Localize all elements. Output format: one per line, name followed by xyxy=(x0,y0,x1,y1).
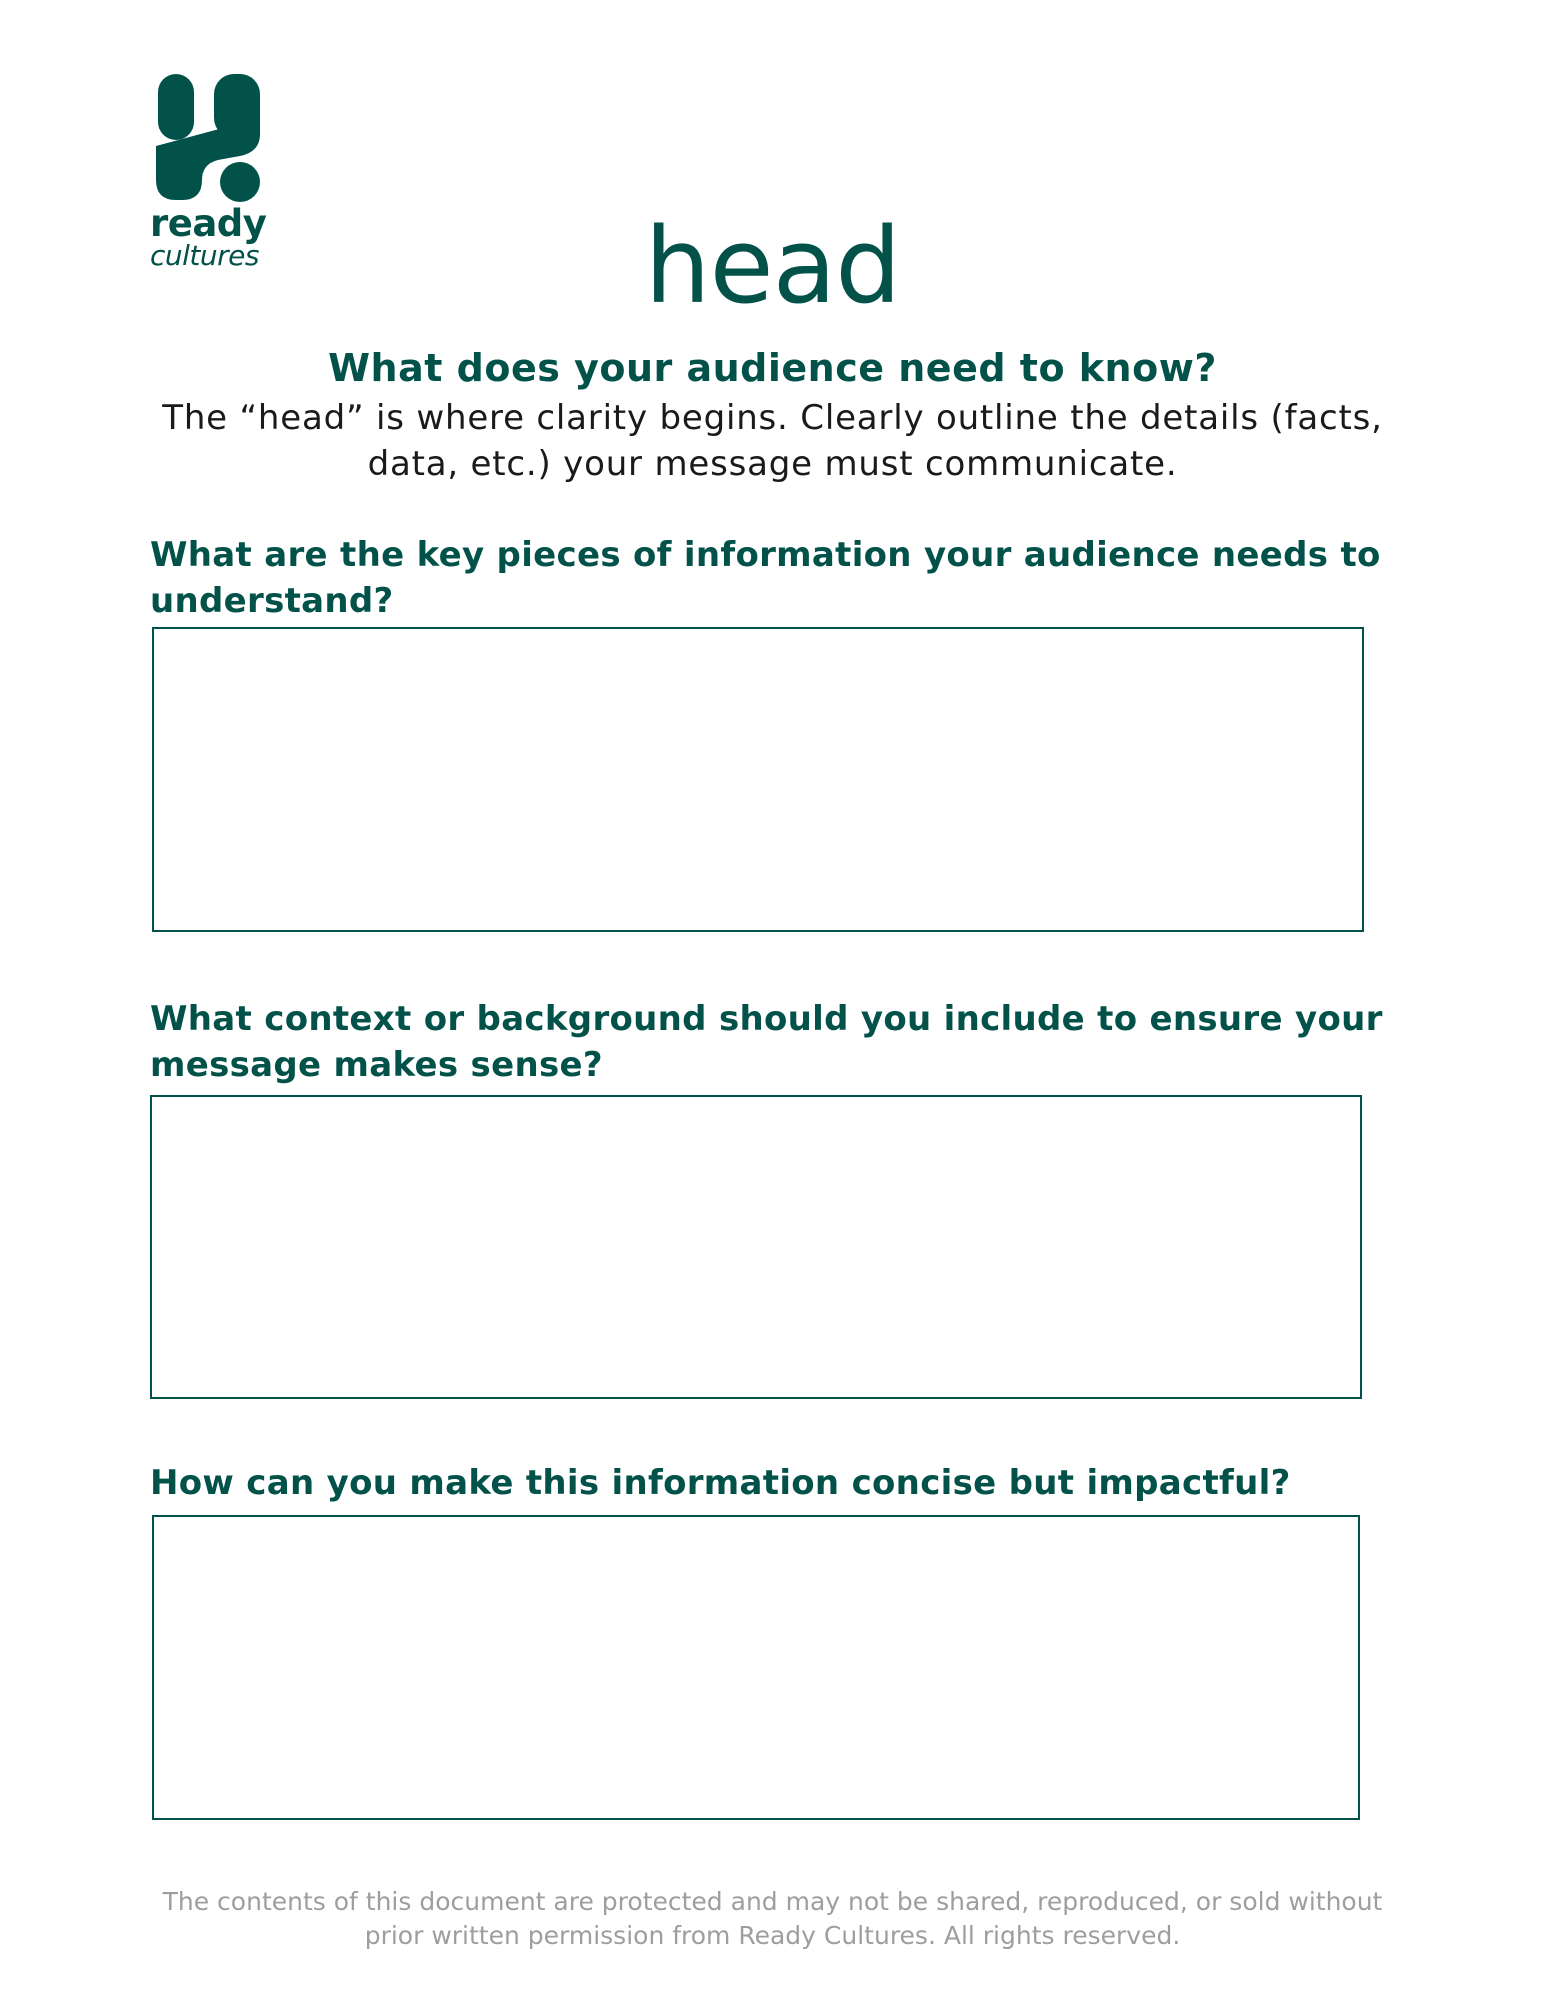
copyright-notice: The contents of this document are protected and may not be shared, reproduced, or sold without prior written permission from Ready Cultures. All rights reserved. xyxy=(162,1887,1383,1950)
logo-wordmark-ready: ready xyxy=(150,202,267,245)
page-title: head xyxy=(644,205,901,327)
logo-wordmark-cultures: cultures xyxy=(150,239,259,272)
question-2-label: What context or background should you include to ensure your message makes sense? xyxy=(150,999,1383,1085)
question-3-label: How can you make this information concise but impactful? xyxy=(150,1463,1291,1503)
page-subtitle: What does your audience need to know? xyxy=(328,346,1217,390)
ready-cultures-mark-icon xyxy=(154,72,262,202)
question-1-label: What are the key pieces of information your audience needs to understand? xyxy=(150,535,1381,621)
question-1-answer-box[interactable] xyxy=(152,627,1364,932)
question-2-answer-box[interactable] xyxy=(150,1095,1362,1399)
question-3-answer-box[interactable] xyxy=(152,1515,1360,1820)
intro-text: The “head” is where clarity begins. Clearly outline the details (facts, data, etc.) your message must communicate. xyxy=(162,398,1383,484)
